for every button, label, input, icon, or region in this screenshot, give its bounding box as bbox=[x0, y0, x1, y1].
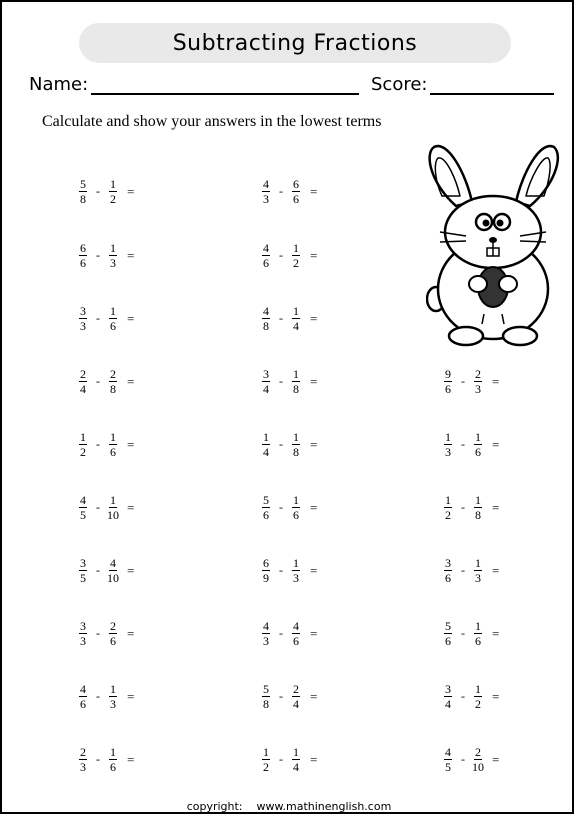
numerator: 6 bbox=[80, 241, 86, 255]
denominator: 3 bbox=[110, 256, 116, 270]
fraction bbox=[77, 242, 89, 269]
equals-sign: = bbox=[310, 183, 318, 199]
numerator: 1 bbox=[293, 493, 299, 507]
subtraction-problem bbox=[260, 305, 317, 332]
subtraction-problem bbox=[260, 557, 317, 584]
equals-sign: = bbox=[492, 562, 500, 578]
numerator: 2 bbox=[475, 745, 481, 759]
denominator: 6 bbox=[263, 508, 269, 522]
denominator: 3 bbox=[263, 634, 269, 648]
numerator: 4 bbox=[263, 619, 269, 633]
minus-sign: - bbox=[96, 374, 100, 388]
denominator: 4 bbox=[263, 445, 269, 459]
equals-sign: = bbox=[310, 751, 318, 767]
denominator: 8 bbox=[293, 382, 299, 396]
denominator: 2 bbox=[445, 508, 451, 522]
denominator: 2 bbox=[475, 697, 481, 711]
subtraction-problem bbox=[77, 494, 134, 521]
minus-sign: - bbox=[96, 500, 100, 514]
denominator: 6 bbox=[110, 760, 116, 774]
minus-sign: - bbox=[96, 311, 100, 325]
minus-sign: - bbox=[96, 248, 100, 262]
subtraction-problem bbox=[260, 494, 317, 521]
minus-sign: - bbox=[279, 311, 283, 325]
subtraction-problem bbox=[260, 620, 317, 647]
denominator: 6 bbox=[110, 634, 116, 648]
numerator: 9 bbox=[445, 367, 451, 381]
minus-sign: - bbox=[96, 437, 100, 451]
numerator: 1 bbox=[293, 241, 299, 255]
denominator: 6 bbox=[445, 634, 451, 648]
subtraction-problem bbox=[77, 242, 134, 269]
denominator: 10 bbox=[107, 571, 119, 585]
fraction bbox=[290, 620, 302, 647]
equals-sign: = bbox=[310, 499, 318, 515]
fraction bbox=[290, 242, 302, 269]
denominator: 6 bbox=[80, 697, 86, 711]
fraction bbox=[442, 368, 454, 395]
minus-sign: - bbox=[279, 437, 283, 451]
denominator: 6 bbox=[293, 192, 299, 206]
numerator: 4 bbox=[445, 745, 451, 759]
numerator: 4 bbox=[80, 682, 86, 696]
fraction bbox=[107, 746, 119, 773]
numerator: 1 bbox=[293, 430, 299, 444]
subtraction-problem bbox=[77, 368, 134, 395]
score-label: Score: bbox=[371, 74, 428, 95]
equals-sign: = bbox=[492, 625, 500, 641]
equals-sign: = bbox=[492, 751, 500, 767]
numerator: 1 bbox=[110, 430, 116, 444]
subtraction-problem bbox=[442, 494, 499, 521]
numerator: 3 bbox=[80, 556, 86, 570]
denominator: 2 bbox=[263, 760, 269, 774]
equals-sign: = bbox=[310, 247, 318, 263]
numerator: 1 bbox=[445, 493, 451, 507]
denominator: 10 bbox=[472, 760, 484, 774]
numerator: 4 bbox=[263, 241, 269, 255]
denominator: 4 bbox=[293, 319, 299, 333]
equals-sign: = bbox=[310, 436, 318, 452]
denominator: 3 bbox=[475, 382, 481, 396]
minus-sign: - bbox=[96, 184, 100, 198]
subtraction-problem bbox=[442, 620, 499, 647]
numerator: 4 bbox=[110, 556, 116, 570]
fraction bbox=[290, 746, 302, 773]
fraction bbox=[472, 431, 484, 458]
equals-sign: = bbox=[127, 625, 135, 641]
fraction bbox=[77, 746, 89, 773]
denominator: 6 bbox=[445, 571, 451, 585]
minus-sign: - bbox=[279, 374, 283, 388]
fraction bbox=[442, 557, 454, 584]
numerator: 1 bbox=[110, 682, 116, 696]
denominator: 8 bbox=[293, 445, 299, 459]
numerator: 1 bbox=[293, 745, 299, 759]
fraction bbox=[260, 431, 272, 458]
denominator: 4 bbox=[293, 697, 299, 711]
fraction bbox=[77, 683, 89, 710]
equals-sign: = bbox=[492, 688, 500, 704]
numerator: 1 bbox=[293, 367, 299, 381]
footer bbox=[2, 800, 576, 813]
numerator: 5 bbox=[80, 177, 86, 191]
equals-sign: = bbox=[310, 310, 318, 326]
numerator: 1 bbox=[475, 430, 481, 444]
equals-sign: = bbox=[127, 183, 135, 199]
fraction bbox=[107, 178, 119, 205]
minus-sign: - bbox=[96, 689, 100, 703]
denominator: 8 bbox=[263, 697, 269, 711]
fraction bbox=[472, 494, 484, 521]
fraction bbox=[290, 494, 302, 521]
numerator: 1 bbox=[263, 745, 269, 759]
numerator: 4 bbox=[80, 493, 86, 507]
fraction bbox=[472, 557, 484, 584]
numerator: 4 bbox=[263, 304, 269, 318]
subtraction-problem bbox=[77, 178, 134, 205]
minus-sign: - bbox=[461, 752, 465, 766]
denominator: 4 bbox=[445, 697, 451, 711]
fraction bbox=[107, 557, 119, 584]
numerator: 5 bbox=[263, 682, 269, 696]
fraction bbox=[290, 178, 302, 205]
fraction bbox=[442, 746, 454, 773]
denominator: 4 bbox=[263, 382, 269, 396]
equals-sign: = bbox=[310, 625, 318, 641]
fraction bbox=[260, 178, 272, 205]
fraction bbox=[290, 305, 302, 332]
minus-sign: - bbox=[96, 563, 100, 577]
equals-sign: = bbox=[492, 373, 500, 389]
minus-sign: - bbox=[96, 626, 100, 640]
denominator: 8 bbox=[475, 508, 481, 522]
numerator: 1 bbox=[475, 619, 481, 633]
name-answer-line bbox=[91, 93, 359, 95]
denominator: 5 bbox=[445, 760, 451, 774]
fraction bbox=[260, 368, 272, 395]
fraction bbox=[260, 242, 272, 269]
fraction bbox=[472, 620, 484, 647]
fraction bbox=[107, 305, 119, 332]
equals-sign: = bbox=[127, 562, 135, 578]
numerator: 6 bbox=[263, 556, 269, 570]
fraction bbox=[442, 494, 454, 521]
subtraction-problem bbox=[77, 431, 134, 458]
numerator: 3 bbox=[263, 367, 269, 381]
numerator: 1 bbox=[263, 430, 269, 444]
numerator: 1 bbox=[475, 493, 481, 507]
numerator: 2 bbox=[110, 619, 116, 633]
fraction bbox=[290, 431, 302, 458]
denominator: 6 bbox=[293, 634, 299, 648]
subtraction-problem bbox=[260, 683, 317, 710]
denominator: 6 bbox=[445, 382, 451, 396]
fraction bbox=[290, 557, 302, 584]
denominator: 6 bbox=[80, 256, 86, 270]
equals-sign: = bbox=[127, 247, 135, 263]
denominator: 3 bbox=[263, 192, 269, 206]
numerator: 6 bbox=[293, 177, 299, 191]
numerator: 5 bbox=[445, 619, 451, 633]
fraction bbox=[107, 683, 119, 710]
equals-sign: = bbox=[127, 688, 135, 704]
minus-sign: - bbox=[461, 689, 465, 703]
numerator: 3 bbox=[80, 304, 86, 318]
denominator: 6 bbox=[110, 319, 116, 333]
subtraction-problem bbox=[442, 557, 499, 584]
fraction bbox=[260, 683, 272, 710]
subtraction-problem bbox=[442, 683, 499, 710]
fraction bbox=[260, 305, 272, 332]
fraction bbox=[107, 620, 119, 647]
fraction bbox=[107, 494, 119, 521]
subtraction-problem bbox=[260, 746, 317, 773]
minus-sign: - bbox=[461, 437, 465, 451]
equals-sign: = bbox=[127, 310, 135, 326]
numerator: 3 bbox=[445, 556, 451, 570]
fraction bbox=[107, 242, 119, 269]
numerator: 1 bbox=[110, 493, 116, 507]
numerator: 2 bbox=[293, 682, 299, 696]
numerator: 2 bbox=[475, 367, 481, 381]
numerator: 1 bbox=[293, 304, 299, 318]
denominator: 6 bbox=[475, 445, 481, 459]
numerator: 1 bbox=[475, 556, 481, 570]
subtraction-problem bbox=[77, 557, 134, 584]
numerator: 1 bbox=[475, 682, 481, 696]
minus-sign: - bbox=[461, 374, 465, 388]
fraction bbox=[442, 431, 454, 458]
denominator: 5 bbox=[80, 571, 86, 585]
minus-sign: - bbox=[279, 500, 283, 514]
equals-sign: = bbox=[310, 373, 318, 389]
minus-sign: - bbox=[279, 563, 283, 577]
fraction bbox=[260, 746, 272, 773]
fraction bbox=[77, 178, 89, 205]
numerator: 1 bbox=[445, 430, 451, 444]
numerator: 4 bbox=[293, 619, 299, 633]
fraction bbox=[260, 494, 272, 521]
denominator: 9 bbox=[263, 571, 269, 585]
denominator: 8 bbox=[80, 192, 86, 206]
denominator: 3 bbox=[110, 697, 116, 711]
subtraction-problem bbox=[77, 683, 134, 710]
fraction bbox=[107, 368, 119, 395]
score-answer-line bbox=[430, 93, 554, 95]
numerator: 1 bbox=[110, 745, 116, 759]
denominator: 4 bbox=[293, 760, 299, 774]
fraction bbox=[442, 683, 454, 710]
instructions: Calculate and show your answers in the lowest terms bbox=[42, 113, 382, 130]
numerator: 1 bbox=[110, 241, 116, 255]
minus-sign: - bbox=[279, 184, 283, 198]
numerator: 3 bbox=[80, 619, 86, 633]
subtraction-problem bbox=[260, 431, 317, 458]
subtraction-problem bbox=[260, 178, 317, 205]
fraction bbox=[472, 683, 484, 710]
numerator: 1 bbox=[293, 556, 299, 570]
subtraction-problem bbox=[77, 305, 134, 332]
denominator: 3 bbox=[80, 760, 86, 774]
minus-sign: - bbox=[279, 689, 283, 703]
fraction bbox=[290, 368, 302, 395]
numerator: 5 bbox=[263, 493, 269, 507]
minus-sign: - bbox=[279, 248, 283, 262]
bunny-illustration bbox=[426, 144, 561, 349]
fraction bbox=[77, 557, 89, 584]
fraction bbox=[77, 620, 89, 647]
fraction bbox=[77, 431, 89, 458]
numerator: 4 bbox=[263, 177, 269, 191]
denominator: 3 bbox=[80, 319, 86, 333]
denominator: 4 bbox=[80, 382, 86, 396]
numerator: 2 bbox=[80, 367, 86, 381]
equals-sign: = bbox=[127, 373, 135, 389]
denominator: 2 bbox=[293, 256, 299, 270]
subtraction-problem bbox=[442, 368, 499, 395]
fraction bbox=[290, 683, 302, 710]
denominator: 6 bbox=[110, 445, 116, 459]
fraction bbox=[472, 746, 484, 773]
equals-sign: = bbox=[310, 562, 318, 578]
equals-sign: = bbox=[127, 751, 135, 767]
subtraction-problem bbox=[442, 746, 499, 773]
fraction bbox=[260, 620, 272, 647]
minus-sign: - bbox=[279, 626, 283, 640]
minus-sign: - bbox=[461, 563, 465, 577]
copyright-label: copyright: bbox=[186, 800, 243, 813]
website-link[interactable]: www.mathinenglish.com bbox=[256, 800, 392, 813]
denominator: 6 bbox=[263, 256, 269, 270]
minus-sign: - bbox=[461, 626, 465, 640]
fraction bbox=[77, 368, 89, 395]
denominator: 3 bbox=[80, 634, 86, 648]
minus-sign: - bbox=[96, 752, 100, 766]
numerator: 1 bbox=[80, 430, 86, 444]
equals-sign: = bbox=[127, 436, 135, 452]
denominator: 5 bbox=[80, 508, 86, 522]
worksheet-title: Subtracting Fractions bbox=[79, 23, 511, 63]
subtraction-problem bbox=[260, 242, 317, 269]
numerator: 3 bbox=[445, 682, 451, 696]
numerator: 1 bbox=[110, 177, 116, 191]
subtraction-problem bbox=[442, 431, 499, 458]
minus-sign: - bbox=[279, 752, 283, 766]
equals-sign: = bbox=[492, 499, 500, 515]
numerator: 2 bbox=[110, 367, 116, 381]
minus-sign: - bbox=[461, 500, 465, 514]
equals-sign: = bbox=[310, 688, 318, 704]
denominator: 6 bbox=[293, 508, 299, 522]
denominator: 3 bbox=[445, 445, 451, 459]
subtraction-problem bbox=[260, 368, 317, 395]
numerator: 2 bbox=[80, 745, 86, 759]
denominator: 2 bbox=[80, 445, 86, 459]
denominator: 8 bbox=[263, 319, 269, 333]
denominator: 6 bbox=[475, 634, 481, 648]
denominator: 10 bbox=[107, 508, 119, 522]
fraction bbox=[77, 305, 89, 332]
fraction bbox=[260, 557, 272, 584]
subtraction-problem bbox=[77, 746, 134, 773]
denominator: 2 bbox=[110, 192, 116, 206]
numerator: 1 bbox=[110, 304, 116, 318]
fraction bbox=[77, 494, 89, 521]
equals-sign: = bbox=[492, 436, 500, 452]
fraction bbox=[472, 368, 484, 395]
denominator: 8 bbox=[110, 382, 116, 396]
denominator: 3 bbox=[293, 571, 299, 585]
fraction bbox=[442, 620, 454, 647]
fraction bbox=[107, 431, 119, 458]
denominator: 3 bbox=[475, 571, 481, 585]
name-label: Name: bbox=[29, 74, 89, 95]
equals-sign: = bbox=[127, 499, 135, 515]
subtraction-problem bbox=[77, 620, 134, 647]
